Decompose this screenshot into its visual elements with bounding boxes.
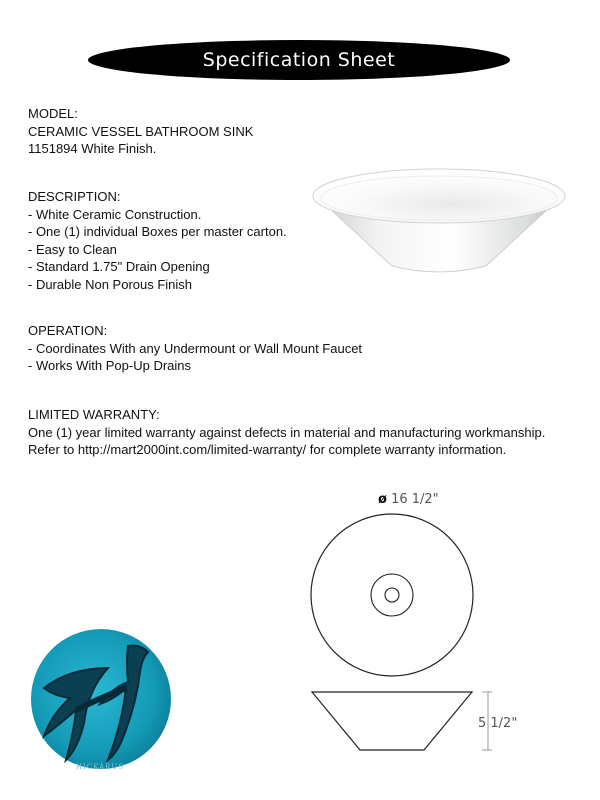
description-heading: DESCRIPTION: bbox=[28, 189, 121, 204]
diameter-value: 16 1/2" bbox=[391, 492, 439, 507]
model-heading: MODEL: bbox=[28, 106, 78, 121]
warranty-line: Refer to http://mart2000int.com/limited-warranty/ for complete warranty information. bbox=[28, 442, 507, 457]
operation-item: - Works With Pop-Up Drains bbox=[28, 358, 192, 373]
operation-heading: OPERATION: bbox=[28, 323, 108, 338]
model-line: CERAMIC VESSEL BATHROOM SINK bbox=[28, 123, 254, 139]
warranty-heading: LIMITED WARRANTY: bbox=[28, 407, 160, 422]
drain-outer bbox=[371, 574, 413, 616]
operation-item: - Coordinates With any Undermount or Wall Mount Faucet bbox=[28, 340, 363, 356]
top-view-outline bbox=[311, 514, 473, 676]
spec-sheet-header bbox=[88, 40, 510, 80]
description-item: - Durable Non Porous Finish bbox=[28, 276, 193, 292]
side-view-outline bbox=[312, 692, 472, 750]
brand-name: HICKARUS bbox=[75, 763, 125, 771]
operation-section bbox=[28, 322, 362, 375]
warranty-line: One (1) year limited warranty against defects in material and manufacturing workmanship. bbox=[28, 424, 546, 440]
sink-photo bbox=[308, 160, 570, 280]
description-item: - One (1) individual Boxes per master carton. bbox=[28, 224, 287, 239]
drain-inner bbox=[385, 588, 399, 602]
page-title: Specification Sheet bbox=[202, 49, 396, 71]
technical-drawing bbox=[300, 488, 500, 758]
description-item: - White Ceramic Construction. bbox=[28, 206, 202, 222]
description-section bbox=[28, 188, 287, 293]
description-item: - Easy to Clean bbox=[28, 241, 117, 257]
warranty-section bbox=[28, 406, 545, 459]
description-item: - Standard 1.75" Drain Opening bbox=[28, 259, 210, 274]
brand-logo bbox=[30, 628, 172, 770]
model-line: 1151894 White Finish. bbox=[28, 141, 157, 156]
model-section bbox=[28, 105, 253, 158]
diameter-icon: ø bbox=[378, 492, 387, 507]
height-label: 5 1/2" bbox=[478, 716, 518, 731]
diameter-label bbox=[378, 492, 439, 507]
